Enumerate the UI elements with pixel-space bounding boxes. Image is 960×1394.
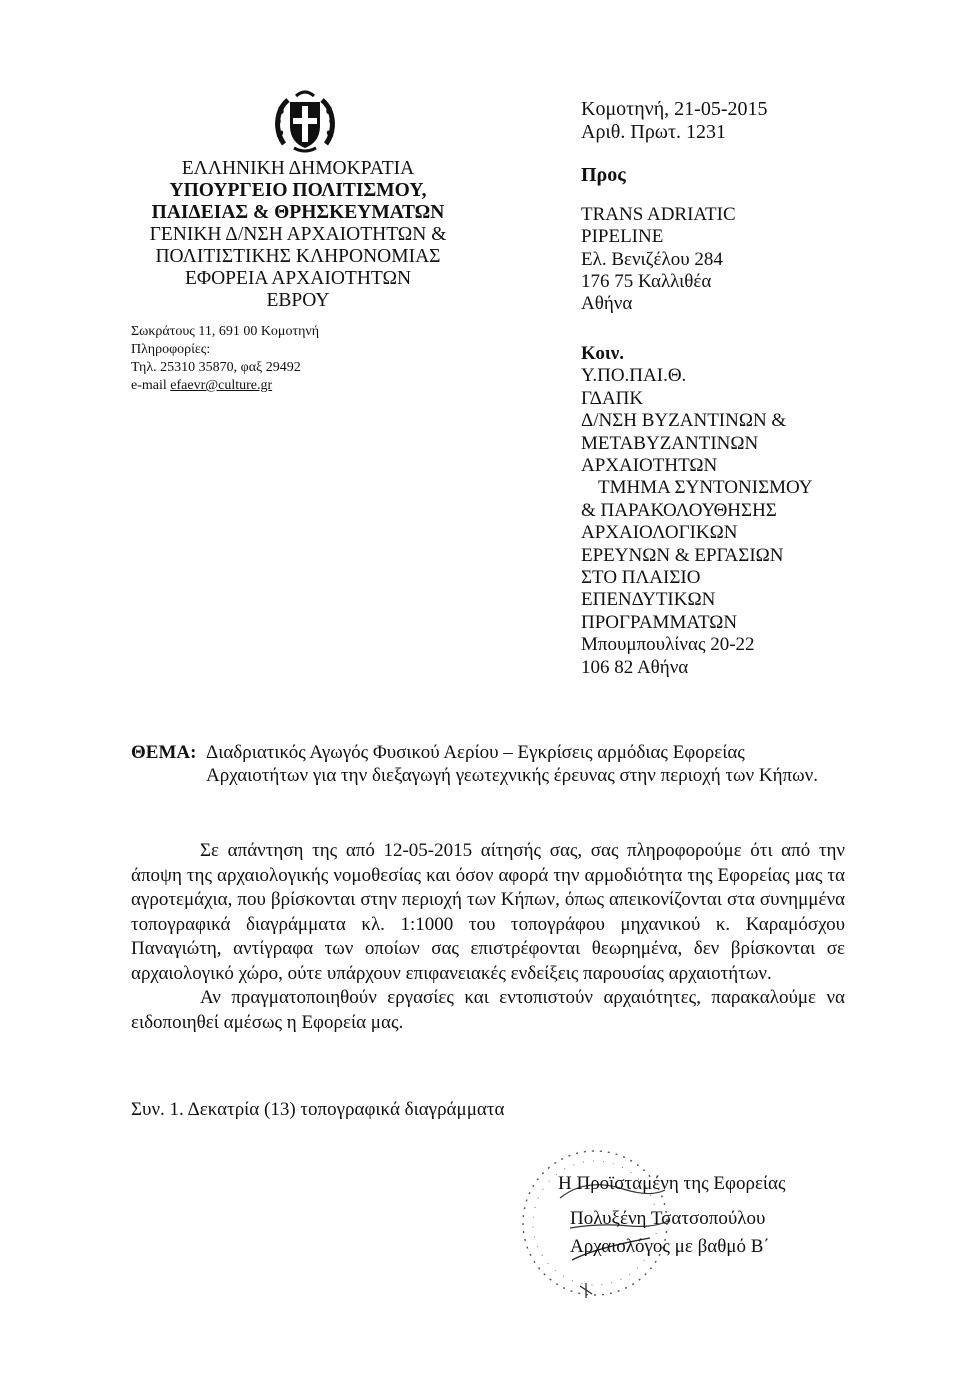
header-line: ΠΑΙΔΕΙΑΣ & ΘΡΗΣΚΕΥΜΑΤΩΝ xyxy=(151,202,445,223)
recipient-line: Ελ. Βενιζέλου 284 xyxy=(581,248,723,270)
header-line: ΥΠΟΥΡΓΕΙΟ ΠΟΛΙΤΙΣΜΟΥ, xyxy=(169,180,427,201)
recipient-line: 176 75 Καλλιθέα xyxy=(581,270,712,292)
sender-header xyxy=(128,158,468,312)
body-paragraph: Αν πραγματοποιηθούν εργασίες και εντοπιστούν αρχαιότητες, παρακαλούμε να ειδοποιηθεί αμέσως η Εφορεία μας. xyxy=(131,987,845,1033)
attachments-line: Συν. 1. Δεκατρία (13) τοπογραφικά διαγράμματα xyxy=(131,1099,505,1120)
subject-block xyxy=(131,741,845,787)
email-link[interactable]: efaevr@culture.gr xyxy=(170,378,273,393)
sender-contact xyxy=(131,323,319,395)
header-line: ΓΕΝΙΚΗ Δ/ΝΣΗ ΑΡΧΑΙΟΤΗΤΩΝ & xyxy=(149,224,447,245)
cc-line: Δ/ΝΣΗ ΒΥΖΑΝΤΙΝΩΝ & xyxy=(581,410,787,432)
greek-coat-of-arms-icon xyxy=(272,90,338,154)
letter-body xyxy=(131,839,845,1035)
signatory-rank: Αρχαιολόγος με βαθμό Β΄ xyxy=(570,1236,770,1257)
cc-line: ΠΡΟΓΡΑΜΜΑΤΩΝ xyxy=(581,611,738,633)
signatory-title: Η Προϊσταμένη της Εφορείας xyxy=(558,1173,786,1194)
subject-label: ΘΕΜΑ: xyxy=(131,742,197,763)
recipient-line: TRANS ADRIATIC xyxy=(581,204,736,225)
protocol-number: Αριθ. Πρωτ. 1231 xyxy=(581,121,727,143)
date-block xyxy=(581,98,767,144)
cc-line: ΜΕΤΑΒΥΖΑΝΤΙΝΩΝ xyxy=(581,432,759,454)
cc-line: Μπουμπουλίνας 20-22 xyxy=(581,634,755,656)
recipient-line: PIPELINE xyxy=(581,226,664,248)
sender-address: Σωκράτους 11, 691 00 Κομοτηνή xyxy=(131,324,320,339)
cc-line: ΕΠΕΝΔΥΤΙΚΩΝ xyxy=(581,589,716,611)
cc-label: Κοιν. xyxy=(581,343,625,364)
cc-block xyxy=(581,343,813,679)
header-line: ΕΒΡΟΥ xyxy=(266,290,330,311)
signature-block xyxy=(558,1166,786,1264)
email-row xyxy=(131,377,319,395)
cc-line: ΤΜΗΜΑ ΣΥΝΤΟΝΙΣΜΟΥ xyxy=(598,477,813,499)
email-label: e-mail xyxy=(131,378,167,393)
signatory-name: Πολυξένη Τσατσοπούλου xyxy=(570,1208,766,1229)
subject-text: Διαδριατικός Αγωγός Φυσικού Αερίου – Εγκρίσεις αρμόδιας Εφορείας Αρχαιοτήτων για την διεξαγωγή γεωτεχνικής έρευνας στην περιοχή των Κήπων. xyxy=(206,742,818,786)
cc-line: ΑΡΧΑΙΟΤΗΤΩΝ xyxy=(581,455,718,477)
header-line: ΠΟΛΙΤΙΣΤΙΚΗΣ ΚΛΗΡΟΝΟΜΙΑΣ xyxy=(155,246,441,267)
recipient-label: Προς xyxy=(581,164,626,186)
recipient-line: Αθήνα xyxy=(581,293,633,315)
recipient-block xyxy=(581,164,736,315)
cc-line: ΣΤΟ ΠΛΑΙΣΙΟ xyxy=(581,567,701,589)
info-label: Πληροφορίες: xyxy=(131,342,211,357)
cc-line: ΕΡΕΥΝΩΝ & ΕΡΓΑΣΙΩΝ xyxy=(581,544,784,566)
cc-line: ΓΔΑΠΚ xyxy=(581,387,644,409)
body-paragraph: Σε απάντηση της από 12-05-2015 αίτησής σας, σας πληροφορούμε ότι από την άποψη της αρχαιολογικής νομοθεσίας και όσον αφορά την αρμοδιότητα της Εφορείας μας τα αγροτεμάχια, που βρίσκονται στην περιοχή των Κήπων, όπως απεικονίζονται στα συνημμένα τοπογραφικά διαγράμματα κλ. 1:1000 του τοπογράφου μηχανικού κ. Καραμόσχου Παναγιώτη, αντίγραφα των οποίων σας επιστρέφονται θεωρημένα, δεν βρίσκονται σε αρχαιολογικό χώρο, ούτε υπάρχουν επιφανειακές ενδείξεις παρουσίας αρχαιοτήτων. xyxy=(131,840,845,984)
header-line: ΕΦΟΡΕΙΑ ΑΡΧΑΙΟΤΗΤΩΝ xyxy=(184,268,412,289)
header-line: ΕΛΛΗΝΙΚΗ ΔΗΜΟΚΡΑΤΙΑ xyxy=(181,158,415,179)
place-date: Κομοτηνή, 21-05-2015 xyxy=(581,98,768,120)
cc-line: 106 82 Αθήνα xyxy=(581,656,689,678)
phone-fax: Τηλ. 25310 35870, φαξ 29492 xyxy=(131,360,301,375)
cc-line: Υ.ΠΟ.ΠΑΙ.Θ. xyxy=(581,365,687,387)
cc-line: & ΠΑΡΑΚΟΛΟΥΘΗΣΗΣ xyxy=(581,499,777,521)
cc-line: ΑΡΧΑΙΟΛΟΓΙΚΩΝ xyxy=(581,522,738,544)
